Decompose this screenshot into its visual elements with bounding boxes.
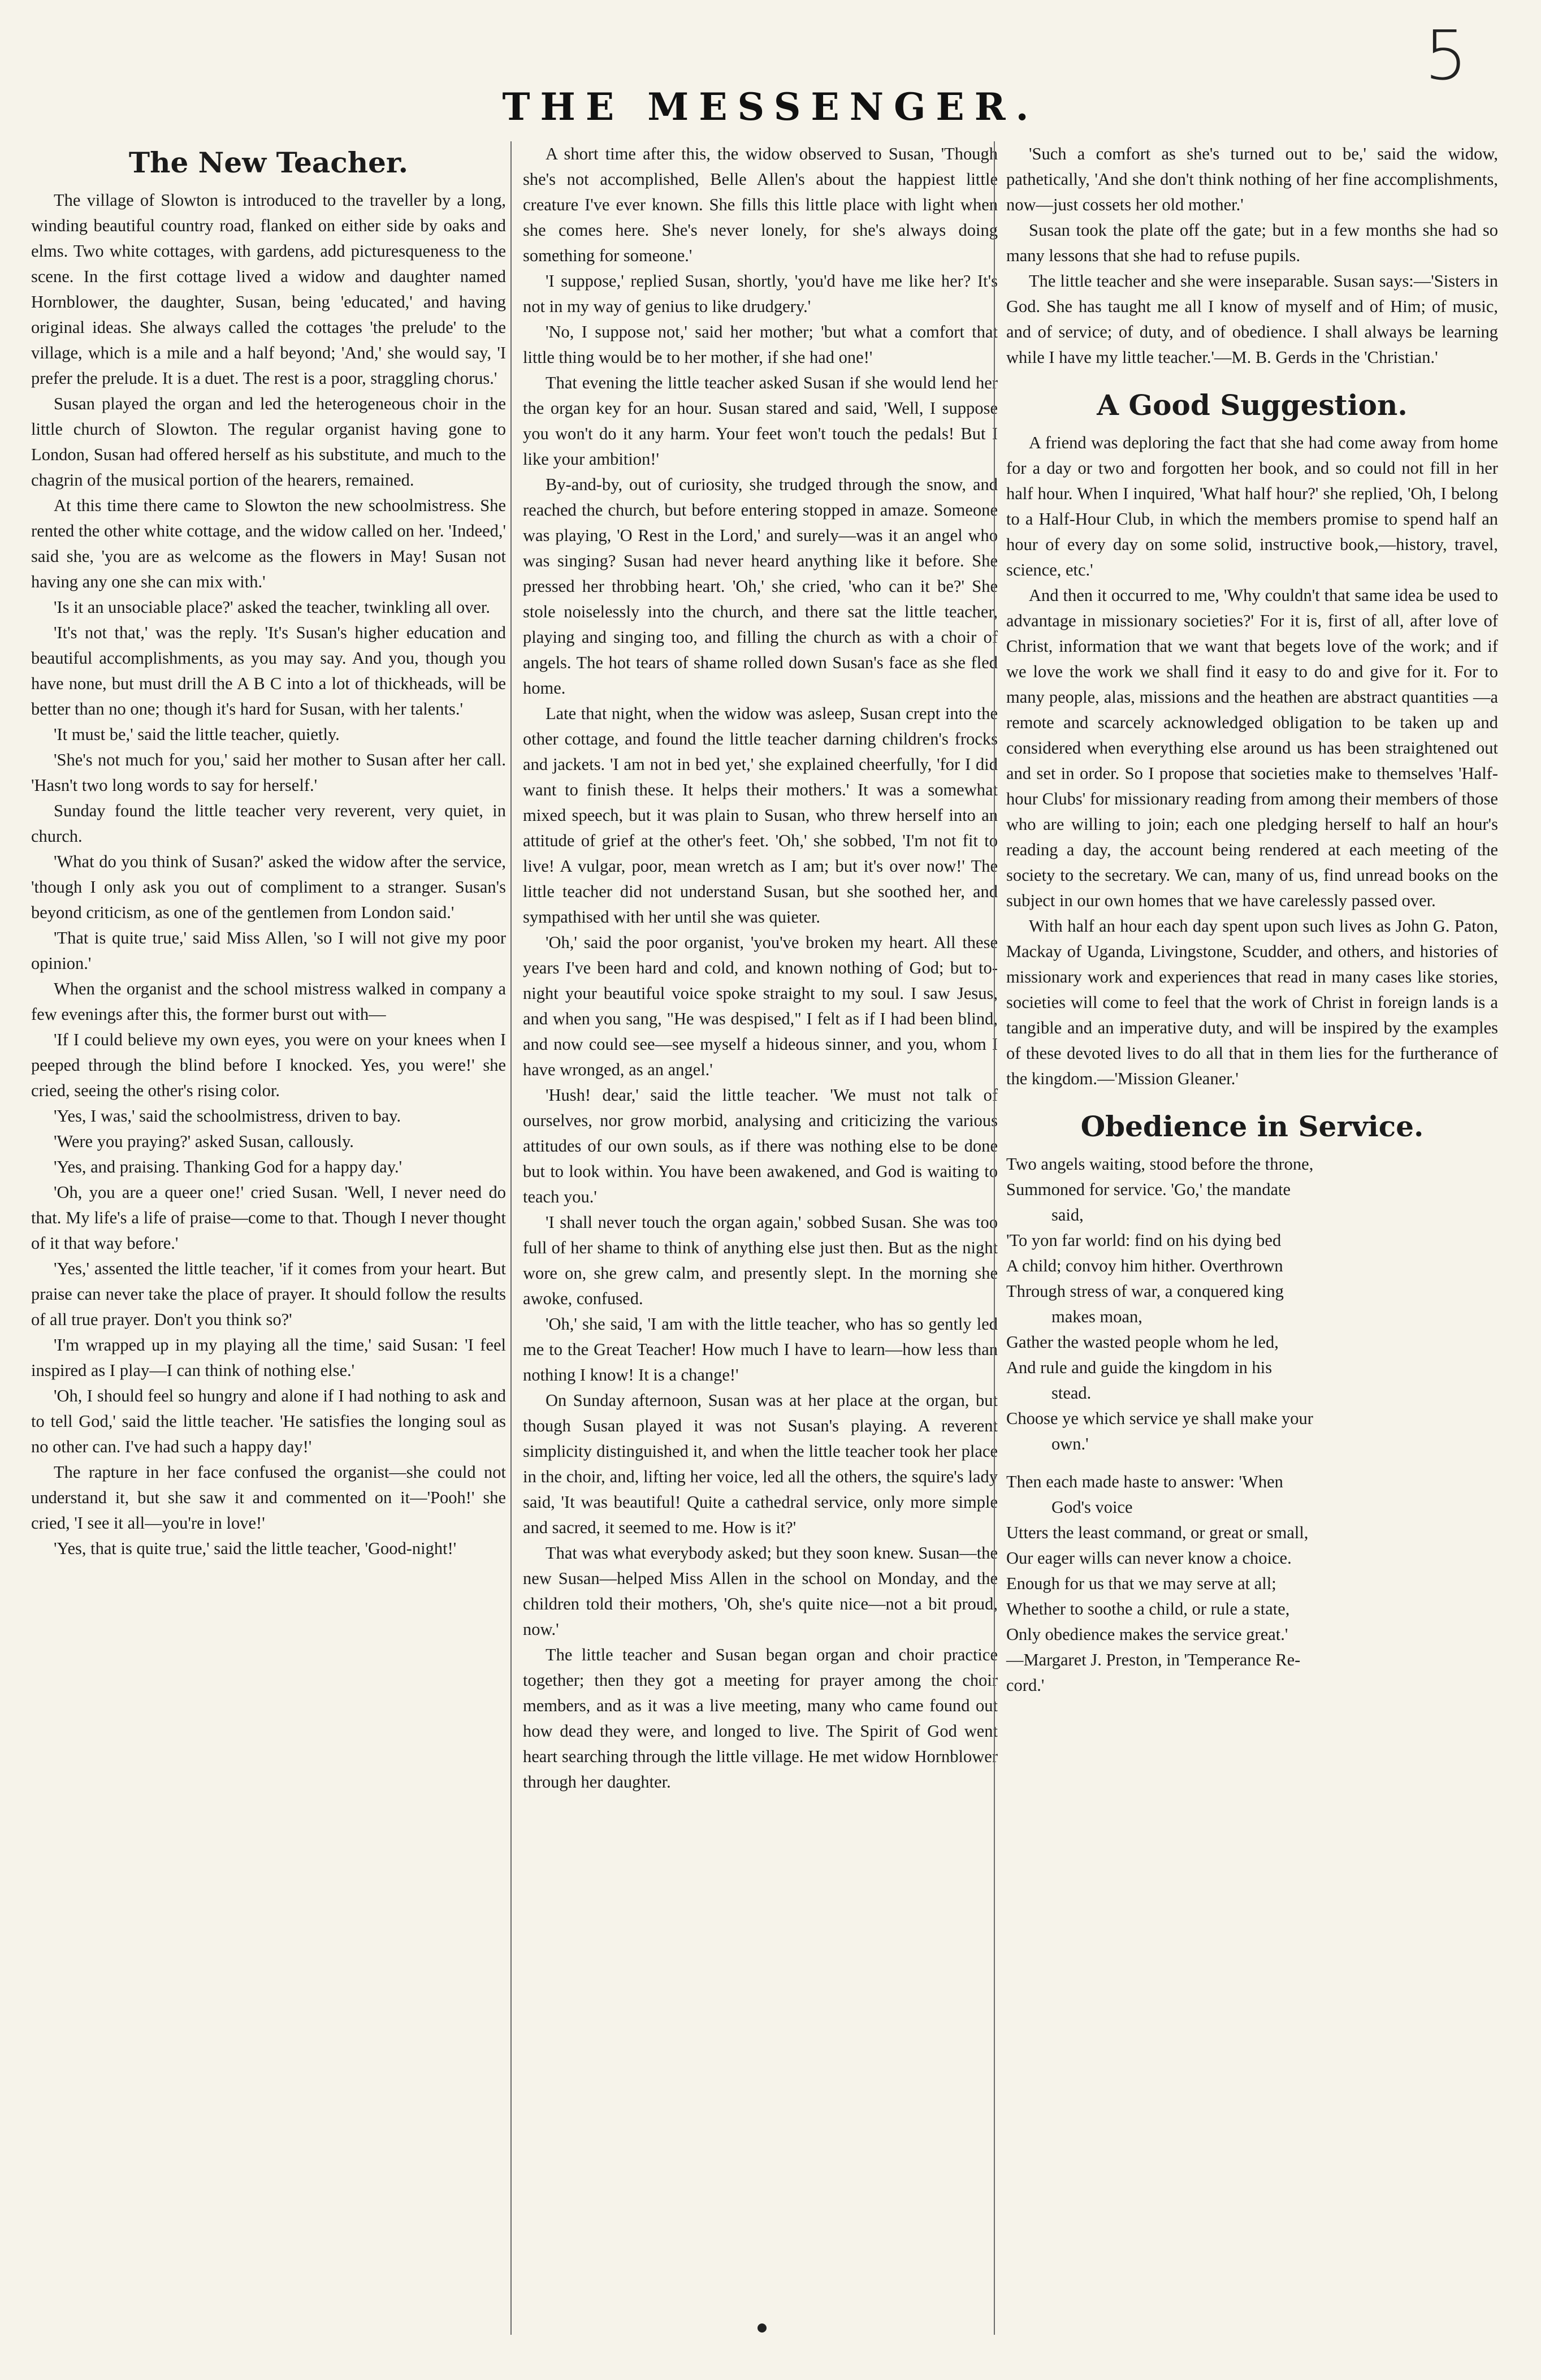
paragraph: By-and-by, out of curiosity, she trudged through the snow, and reached the church, but before entering stopped in amaze. Someone was playing, 'O Rest in the Lord,' and surely—was it an angel who was singing? Susan had never heard anything like it before. She pressed her throbbing heart. 'Oh,' she cried, 'who can it be?' She stole noiselessly into the church, and there sat the little teacher, playing and singing too, and filling the church as with a choir of angels. The hot tears of shame rolled down Susan's face as she fled home. (523, 475, 998, 698)
new-teacher-body-part-1 (31, 188, 506, 1561)
page-number: 5 (1424, 17, 1468, 96)
column-1 (31, 141, 506, 1561)
paragraph: A friend was deploring the fact that she had come away from home for a day or two and forgotten her book, and so could not fill in her half hour. When I inquired, 'What half hour?' she replied, 'Oh, I belong to a Half-Hour Club, in which the members promise to spend half an hour of every day on some solid, instructive book,—history, travel, science, etc.' (1006, 433, 1498, 579)
paragraph: 'It's not that,' was the reply. 'It's Susan's higher education and beautiful accomplishments, as you may say. And you, though you have none, but must drill the A B C into a lot of thickheads, will be better than no one; though it's hard for Susan, with her talents.' (31, 623, 506, 719)
article-title-obedience: Obedience in Service. (1080, 1110, 1424, 1143)
poem-line: Choose ye which service ye shall make your (1006, 1409, 1313, 1428)
paragraph: 'Oh, I should feel so hungry and alone if I had nothing to ask and to tell God,' said the little teacher. 'He satisfies the longing soul as no other can. I've had such a happy day!' (31, 1386, 506, 1456)
poem-line: Enough for us that we may serve at all; (1006, 1574, 1276, 1593)
poem-line: —Margaret J. Preston, in 'Temperance Re- (1006, 1650, 1301, 1669)
poem-line: stead. (1051, 1383, 1092, 1403)
poem-line: Utters the least command, or great or small, (1006, 1523, 1309, 1542)
paragraph: 'Yes, and praising. Thanking God for a happy day.' (54, 1157, 402, 1176)
paragraph: A short time after this, the widow observed to Susan, 'Though she's not accomplished, Belle Allen's about the happiest little creature I've ever known. She fills this little place with light when she comes here. She's never lonely, for she's always doing something for someone.' (523, 144, 998, 265)
paragraph: 'That is quite true,' said Miss Allen, 'so I will not give my poor opinion.' (31, 928, 506, 973)
paragraph: 'Yes,' assented the little teacher, 'if it comes from your heart. But praise can never take the place of prayer. It should follow the results of all true prayer. Don't you think so?' (31, 1259, 506, 1329)
masthead-title: THE MESSENGER. (502, 85, 1039, 129)
poem-line: Two angels waiting, stood before the throne, (1006, 1154, 1314, 1174)
bullet-ornament (757, 2323, 767, 2333)
paragraph: 'She's not much for you,' said her mother to Susan after her call. 'Hasn't two long words to say for herself.' (31, 750, 506, 795)
paragraph: On Sunday afternoon, Susan was at her place at the organ, but though Susan played it was not Susan's playing. A reverent simplicity distinguished it, and when the little teacher took her place in the choir, and, lifting her voice, led all the others, the squire's lady said, 'It was beautiful! Quite a cathedral service, only more simple and sacred, it seemed to me. How is it?' (523, 1391, 998, 1537)
paragraph: With half an hour each day spent upon such lives as John G. Paton, Mackay of Uganda, Livingstone, Scudder, and others, and histories of missionary work and experiences that read in many cases like stories, societies will come to feel that the work of Christ in foreign lands is a tangible and an imperative duty, and will be inspired by the examples of these devoted lives to do all that in them lies for the furtherance of the kingdom.—'Mission Gleaner.' (1006, 916, 1498, 1088)
poem-line: Whether to soothe a child, or rule a state, (1006, 1599, 1290, 1619)
paragraph: The rapture in her face confused the organist—she could not understand it, but she saw it and commented on it—'Pooh!' she cried, 'I see it all—you're in love!' (31, 1462, 506, 1533)
paragraph: 'Oh,' said the poor organist, 'you've broken my heart. All these years I've been hard and cold, and known nothing of God; but to-night your beautiful voice spoke straight to my soul. I saw Jesus, and when you sang, "He was despised," I felt as if I had been blind, and now could see—see myself a hideous sinner, and you, whom I have wronged, as an angel.' (523, 933, 998, 1079)
paragraph: 'Oh, you are a queer one!' cried Susan. 'Well, I never need do that. My life's a life of praise—come to that. Though I never thought of it that way before.' (31, 1183, 506, 1253)
paragraph: 'Yes, that is quite true,' said the little teacher, 'Good-night!' (54, 1539, 457, 1558)
poem-line: Gather the wasted people whom he led, (1006, 1332, 1279, 1352)
paragraph: 'What do you think of Susan?' asked the widow after the service, 'though I only ask you out of compliment to a stranger. Susan's beyond criticism, as one of the gentlemen from London said.' (31, 852, 506, 922)
paragraph: 'It must be,' said the little teacher, quietly. (54, 725, 340, 744)
poem-line: Through stress of war, a conquered king (1006, 1282, 1284, 1301)
paragraph: The village of Slowton is introduced to the traveller by a long, winding beautiful country road, flanked on either side by oaks and elms. Two white cottages, with gardens, add picturesqueness to the scene. In the first cottage lived a widow and daughter named Hornblower, the daughter, Susan, being 'educated,' and having original ideas. She always called the cottages 'the prelude' to the village, which is a mile and a half beyond; 'And,' she would say, 'I prefer the prelude. It is a duet. The rest is a poor, straggling chorus.' (31, 191, 506, 388)
paragraph: 'I suppose,' replied Susan, shortly, 'you'd have me like her? It's not in my way of genius to like drudgery.' (523, 271, 998, 316)
paragraph: 'Such a comfort as she's turned out to be,' said the widow, pathetically, 'And she don't think nothing of her fine accomplishments, now—just cossets her old mother.' (1006, 144, 1498, 214)
poem-line: Then each made haste to answer: 'When (1006, 1472, 1283, 1491)
paragraph: Sunday found the little teacher very reverent, very quiet, in church. (31, 801, 506, 846)
paragraph: 'Were you praying?' asked Susan, callously. (54, 1132, 354, 1151)
paragraph: At this time there came to Slowton the new schoolmistress. She rented the other white cottage, and the widow called on her. 'Indeed,' said she, 'you are as welcome as the flowers in May! Susan not having any one she can mix with.' (31, 496, 506, 591)
paragraph: And then it occurred to me, 'Why couldn't that same idea be used to advantage in missionary societies?' For it is, first of all, after love of Christ, information that we want that begets love of the work; and if we love the work we shall find it easy to do and give for it. For to many people, alas, missions and the heathen are abstract quantities —a remote and scarcely acknowledged obligation to be taken up and considered when everything else around us has been straightened out and set in order. So I propose that societies make to themselves 'Half-hour Clubs' for missionary reading from among their members of those who are willing to join; each one pledging herself to half an hour's reading a day, the account being rendered at each meeting of the society to the secretary. We can, many of us, find unread books on the subject in our own homes that we have carelessly passed over. (1006, 586, 1498, 910)
column-3 (1006, 141, 1498, 2335)
obedience-poem (1006, 1152, 1498, 1698)
paragraph: Susan played the organ and led the heterogeneous choir in the little church of Slowton. The regular organist having gone to London, Susan had offered herself as his substitute, and much to the chagrin of the musical portion of the hearers, remained. (31, 394, 506, 490)
paragraph: When the organist and the school mistress walked in company a few evenings after this, the former burst out with— (31, 979, 506, 1024)
poem-line: makes moan, (1051, 1307, 1142, 1326)
paragraph: 'I'm wrapped up in my playing all the time,' said Susan: 'I feel inspired as I play—I can think of nothing else.' (31, 1335, 506, 1380)
paragraph: The little teacher and she were inseparable. Susan says:—'Sisters in God. She has taught me all I know of myself and of Him; of music, and of service; of duty, and of obedience. I shall always be learning while I have my little teacher.'—M. B. Gerds in the 'Christian.' (1006, 271, 1498, 367)
poem-line: Our eager wills can never know a choice. (1006, 1548, 1292, 1568)
paragraph: Late that night, when the widow was asleep, Susan crept into the other cottage, and found the little teacher darning children's frocks and jackets. 'I am not in bed yet,' she explained cheerfully, 'for I did want to finish these. It helps their mothers.' It was a somewhat mixed speech, but it was plain to Susan, who threw herself into an attitude of grief at the other's feet. 'Oh,' she sobbed, 'I'm not fit to live! A vulgar, poor, mean wretch as I am; but it's over now!' The little teacher did not understand Susan, but she soothed her, and sympathised with her until she was quieter. (523, 704, 998, 927)
paragraph: 'If I could believe my own eyes, you were on your knees when I peeped through the blind before I knocked. Yes, you were!' she cried, seeing the other's rising color. (31, 1030, 506, 1100)
poem-line: own.' (1051, 1434, 1089, 1453)
article-title-new-teacher: The New Teacher. (128, 146, 409, 179)
paragraph: The little teacher and Susan began organ and choir practice together; then they got a meeting for prayer among the choir members, and as it was a live meeting, many who came found out how dead they were, and longed to live. The Spirit of God went heart searching through the little village. He met widow Hornblower through her daughter. (523, 1645, 998, 1792)
paragraph: 'I shall never touch the organ again,' sobbed Susan. She was too full of her shame to think of anything else just then. But as the night wore on, she grew calm, and presently slept. In the morning she awoke, confused. (523, 1213, 998, 1308)
paragraph: 'No, I suppose not,' said her mother; 'but what a comfort that little thing would be to her mother, if she had one!' (523, 322, 998, 367)
article-title-good-suggestion: A Good Suggestion. (1097, 388, 1408, 422)
paragraph: That was what everybody asked; but they soon knew. Susan—the new Susan—helped Miss Allen in the school on Monday, and the children told their mothers, 'Oh, she's quite nice—not a bit proud, now.' (523, 1543, 998, 1639)
poem-line: God's voice (1051, 1498, 1133, 1517)
poem-line: Summoned for service. 'Go,' the mandate (1006, 1180, 1291, 1199)
poem-line: Only obedience makes the service great.' (1006, 1625, 1288, 1644)
paragraph: 'Is it an unsociable place?' asked the teacher, twinkling all over. (54, 598, 490, 617)
good-suggestion-body (1006, 430, 1498, 1092)
paragraph: Susan took the plate off the gate; but in a few months she had so many lessons that she had to refuse pupils. (1006, 220, 1498, 265)
paragraph: 'Yes, I was,' said the schoolmistress, driven to bay. (54, 1106, 401, 1126)
column-2 (523, 141, 998, 2335)
poem-line: said, (1051, 1205, 1084, 1224)
paragraph: 'Oh,' she said, 'I am with the little teacher, who has so gently led me to the Great Teacher! How much I have to learn—how less than nothing I know! It is a change!' (523, 1314, 998, 1384)
poem-line: And rule and guide the kingdom in his (1006, 1358, 1272, 1377)
poem-line: A child; convoy him hither. Overthrown (1006, 1256, 1283, 1275)
new-teacher-body-part-2 (523, 141, 998, 1795)
poem-line: cord.' (1006, 1676, 1045, 1695)
poem-line: 'To yon far world: find on his dying bed (1006, 1231, 1282, 1250)
new-teacher-body-part-3 (1006, 141, 1498, 370)
paragraph: 'Hush! dear,' said the little teacher. 'We must not talk of ourselves, nor grow morbid, analysing and criticizing the various attitudes of our own souls, as if there was nothing else to be done but to look within. You have been awakened, and God is waiting to teach you.' (523, 1085, 998, 1206)
paragraph: That evening the little teacher asked Susan if she would lend her the organ key for an hour. Susan stared and said, 'Well, I suppose you won't do it any harm. Your feet won't touch the pedals! But I like your ambition!' (523, 373, 998, 469)
